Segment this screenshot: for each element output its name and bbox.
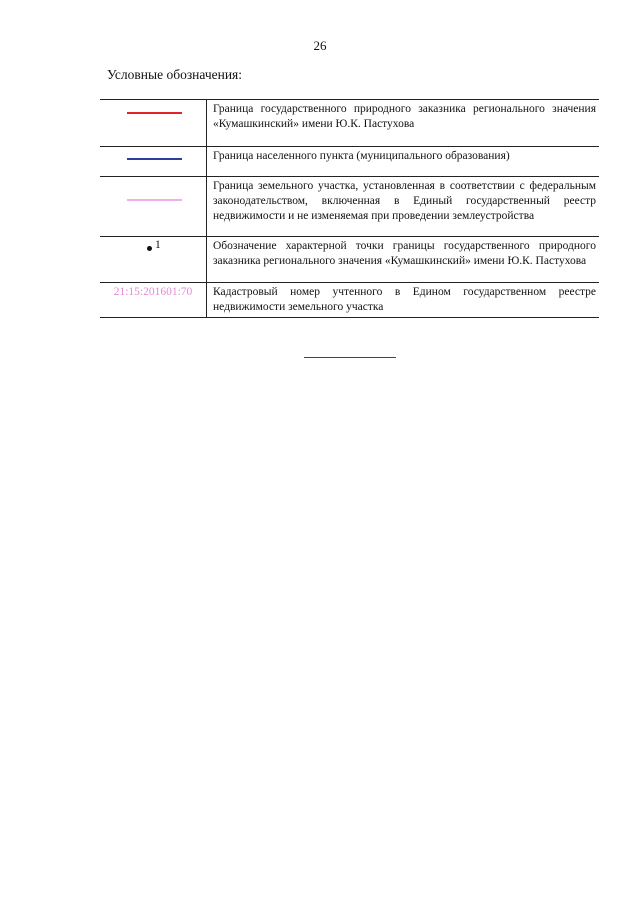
legend-symbol-cell <box>100 237 207 283</box>
legend-table <box>100 99 599 318</box>
legend-symbol-cell <box>100 147 207 177</box>
legend-row <box>100 177 599 237</box>
legend-row <box>100 147 599 177</box>
legend-heading: Условные обозначения: <box>107 67 243 82</box>
legend-description: Обозначение характерной точки границы государственного природного заказника регионального значения «Кумашкинский» имени Ю.К. Пастухова <box>213 240 596 267</box>
legend-row <box>100 283 599 318</box>
point-number: 1 <box>155 239 161 251</box>
legend-symbol-cell <box>100 100 207 147</box>
red-boundary-line-icon <box>127 112 182 114</box>
legend-row <box>100 100 599 147</box>
legend-symbol-cell <box>100 283 207 318</box>
blue-boundary-line-icon <box>127 158 182 160</box>
legend-symbol-cell <box>100 177 207 237</box>
pink-parcel-line-icon <box>127 199 182 201</box>
legend-description: Кадастровый номер учтенного в Едином государственном реестре недвижимости земельного участка <box>213 286 596 313</box>
legend-description: Граница населенного пункта (муниципального образования) <box>213 150 510 162</box>
legend-row <box>100 237 599 283</box>
legend-description: Граница земельного участка, установленная в соответствии с федеральным законодательством, включенная в Единый государственный реестр недвижимости и не изменяемая при проведении землеустройства <box>213 180 596 222</box>
end-divider <box>304 357 396 358</box>
point-marker-icon <box>147 246 152 251</box>
page-number: 26 <box>313 38 327 53</box>
cadastral-number-sample: 21:15:201601:70 <box>113 286 193 298</box>
legend-description: Граница государственного природного заказника регионального значения «Кумашкинский» имени Ю.К. Пастухова <box>213 103 596 130</box>
